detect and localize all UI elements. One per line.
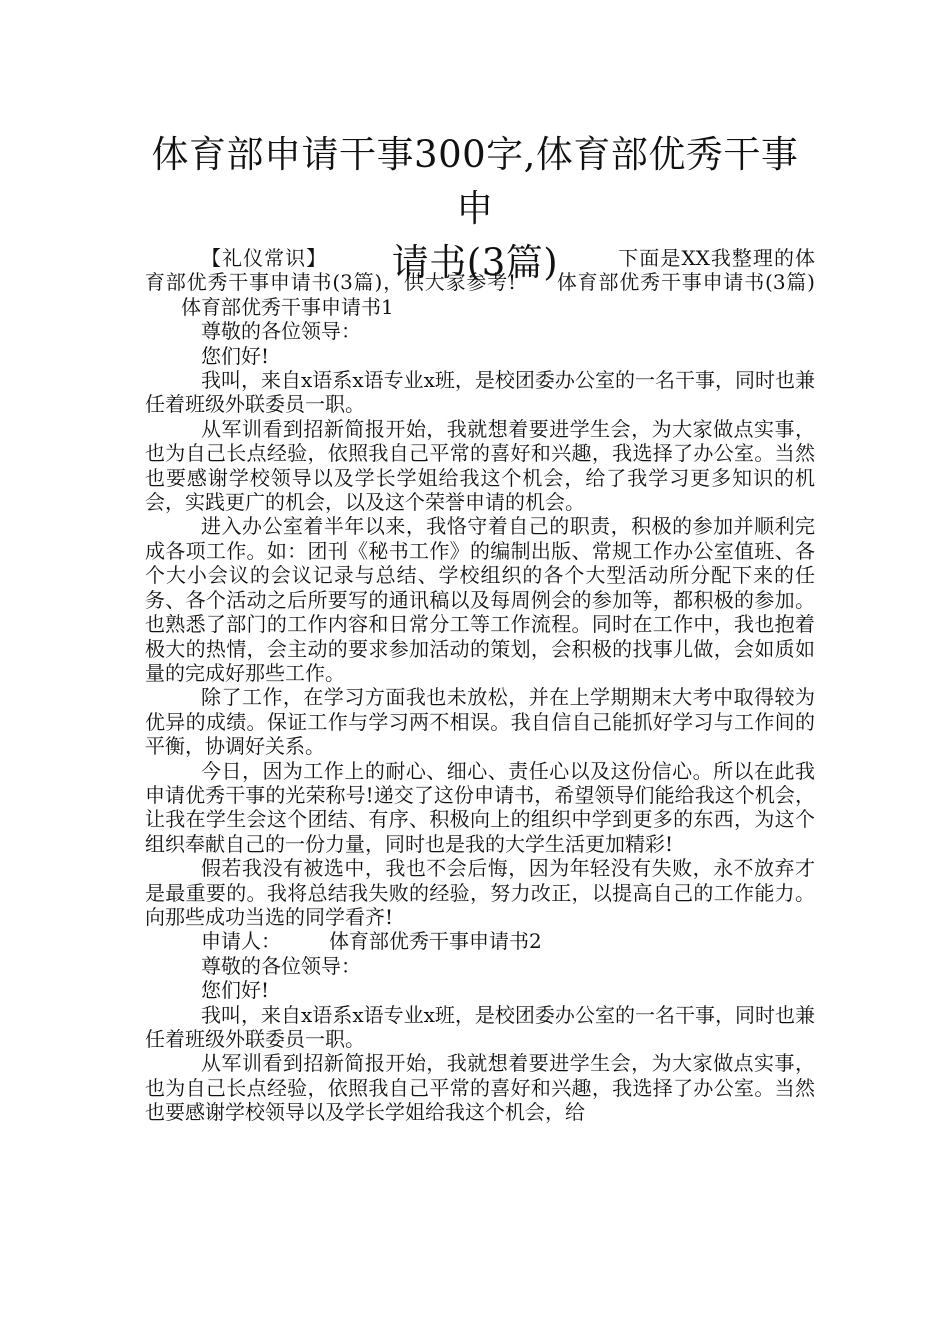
section-heading-2: 体育部优秀干事申请书2	[329, 929, 542, 954]
paragraph: 尊敬的各位领导：	[201, 953, 361, 978]
section-heading-1: 体育部优秀干事申请书1	[181, 294, 394, 319]
paragraph: 您们好!	[201, 978, 270, 1003]
paragraph: 从军训看到招新简报开始，我就想着要进学生会，为大家做点实事，也为自己长点经验，依照我自己平常的喜好和兴趣，我选择了办公室。当然也要感谢学校领导以及学长学姐给我这个机会，给了我学习更多知识的机会，实践更广的机会，以及这个荣誉申请的机会。	[145, 416, 815, 515]
intro-text-1: 下面是XX我整理的体育部优秀干事申请书(3篇)，供大家参考!	[145, 246, 816, 295]
paragraph: 从军训看到招新简报开始，我就想着要进学生会，为大家做点实事，也为自己长点经验，依照我自己平常的喜好和兴趣，我选择了办公室。当然也要感谢学校领导以及学长学姐给我这个机会，给	[145, 1051, 815, 1125]
title-line-2: 请书(3篇)	[391, 241, 559, 284]
intro-tag: 【礼仪常识】	[201, 246, 328, 270]
document-body	[145, 246, 815, 1125]
paragraph: 除了工作，在学习方面我也未放松，并在上学期期末大考中取得较为优异的成绩。保证工作与学习两不相误。我自信自己能抓好学习与工作间的平衡，协调好关系。	[145, 685, 815, 759]
intro-paragraph	[145, 246, 815, 319]
paragraph: 我叫，来自x语系x语专业x班，是校团委办公室的一名干事，同时也兼任着班级外联委员一职。	[145, 1002, 815, 1051]
paragraph: 进入办公室着半年以来，我恪守着自己的职责，积极的参加并顺利完成各项工作。如：团刊《秘书工作》的编制出版、常规工作办公室值班、各个大小会议的会议记录与总结、学校组织的各个大型活动所分配下来的任务、各个活动之后所要写的通讯稿以及每周例会的参加等，都积极的参加。也熟悉了部门的工作内容和日常分工等工作流程。同时在工作中，我也抱着极大的热情，会主动的要求参加活动的策划，会积极的找事儿做，会如质如量的完成好那些工作。	[145, 514, 815, 685]
intro-text-2: 体育部优秀干事申请书(3篇)	[556, 270, 815, 295]
paragraph: 我叫，来自x语系x语专业x班，是校团委办公室的一名干事，同时也兼任着班级外联委员一职。	[145, 368, 815, 417]
paragraph: 尊敬的各位领导：	[201, 319, 361, 344]
applicant-label: 申请人：	[201, 929, 281, 954]
applicant-line	[145, 929, 815, 953]
paragraph: 假若我没有被选中，我也不会后悔，因为年轻没有失败，永不放弃才是最重要的。我将总结我失败的经验，努力改正，以提高自己的工作能力。向那些成功当选的同学看齐!	[145, 856, 815, 929]
title-line-1: 体育部申请干事300字,体育部优秀干事申	[151, 133, 799, 230]
paragraph: 您们好!	[201, 343, 270, 368]
paragraph: 今日，因为工作上的耐心、细心、责任心以及这份信心。所以在此我申请优秀干事的光荣称号!递交了这份申请书，希望领导们能给我这个机会，让我在学生会这个团结、有序、积极向上的组织中学到更多的东西，为这个组织奉献自己的一份力量，同时也是我的大学生活更加精彩!	[145, 758, 815, 856]
